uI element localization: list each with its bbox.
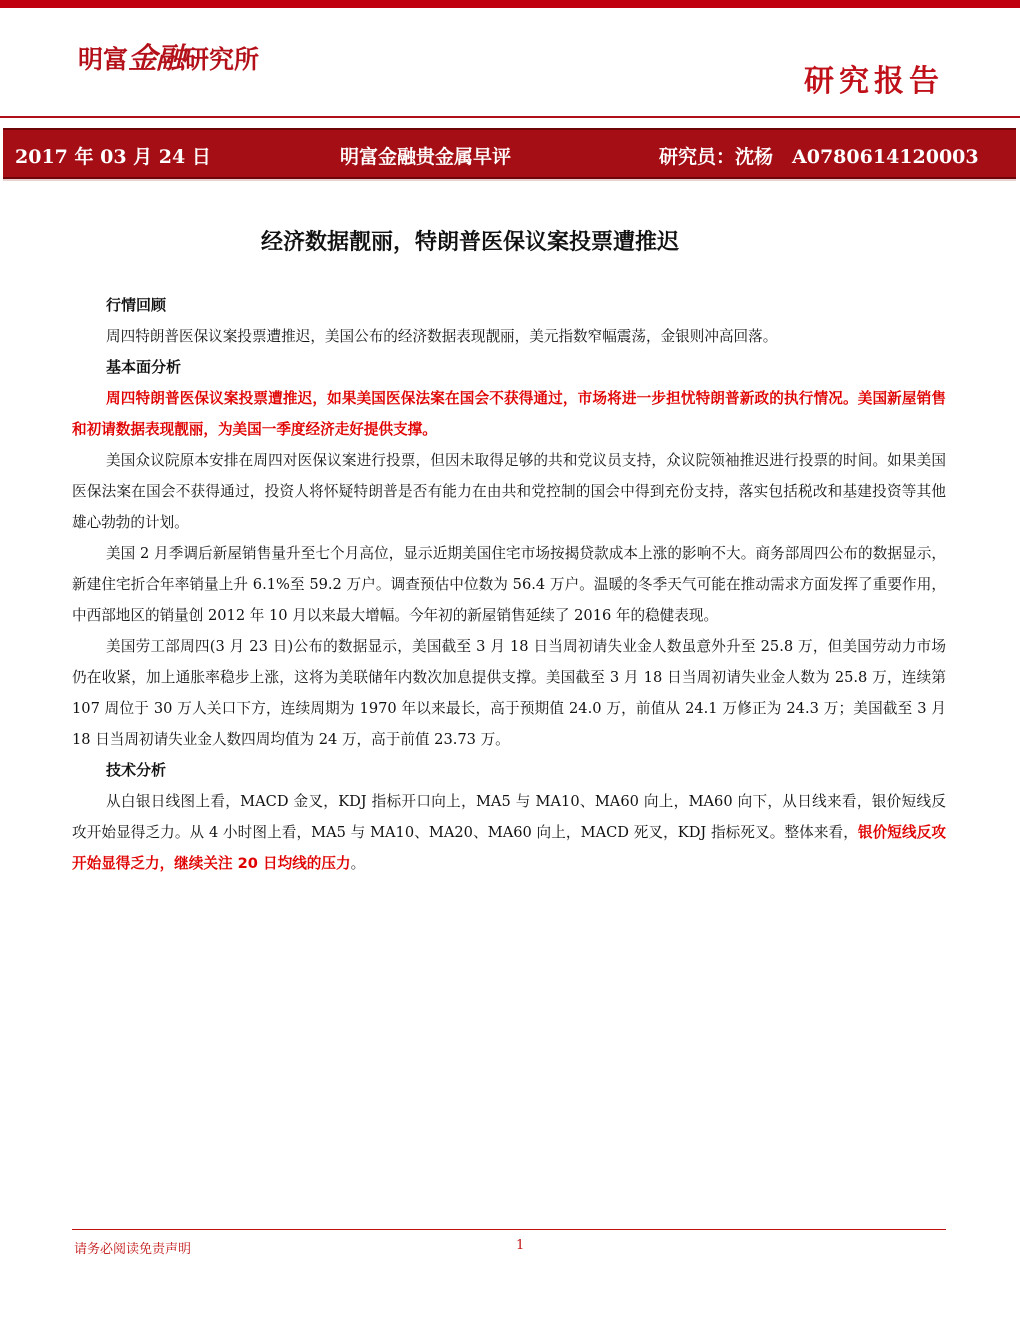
- page-number: 1: [516, 1238, 525, 1253]
- paragraph-fundamental-3: 美国劳工部周四(3 月 23 日)公布的数据显示，美国截至 3 月 18 日当周初请失业金人数虽意外升至 25.8 万，但美国劳动力市场仍在收紧，加上通胀率稳步上涨，这将为美联储年内数次加息提供支撑。美国截至 3 月 18 日当周初请失业金人数为 25.8 万，连续第 107 周位于 30 万人关口下方，连续周期为 1970 年以来最长，高于预期值 24.0 万，前值从 24.1 万修正为 24.3 万；美国截至 3 月 18 日当周初请失业金人数四周均值为 24 万，高于前值 23.73 万。: [72, 638, 946, 748]
- report-date: 2017 年 03 月 24 日: [15, 146, 211, 168]
- section-heading-market-review: 行情回顾: [106, 296, 167, 314]
- logo-text-part3: 研究所: [184, 45, 260, 74]
- paragraph-market-review: 周四特朗普医保议案投票遭推迟，美国公布的经济数据表现靓丽，美元指数窄幅震荡，金银则冲高回落。: [106, 328, 778, 345]
- document-type-label: 研究报告: [804, 64, 944, 99]
- paragraph-fundamental-1: 美国众议院原本安排在周四对医保议案进行投票，但因未取得足够的共和党议员支持，众议院领袖推迟进行投票的时间。如果美国医保法案在国会不获得通过，投资人将怀疑特朗普是否有能力在由共和党控制的国会中得到充份支持，落实包括税改和基建投资等其他雄心勃勃的计划。: [72, 452, 946, 531]
- disclaimer-link[interactable]: 请务必阅读免责声明: [74, 1242, 192, 1257]
- report-banner: [3, 128, 1016, 179]
- conclusion-highlight: 银价短线反攻开始显得乏力，继续关注 20 日均线的压力: [72, 824, 946, 872]
- paragraph-fundamental-highlight: 周四特朗普医保议案投票遭推迟，如果美国医保法案在国会不获得通过，市场将进一步担忧特朗普新政的执行情况。美国新屋销售和初请数据表现靓丽，为美国一季度经济走好提供支撑。: [72, 390, 946, 438]
- section-heading-fundamental: 基本面分析: [106, 358, 182, 376]
- paragraph-technical: [72, 786, 946, 879]
- article-title: 经济数据靓丽，特朗普医保议案投票遭推迟: [260, 230, 679, 255]
- paragraph-fundamental-2: 美国 2 月季调后新屋销售量升至七个月高位，显示近期美国住宅市场按揭贷款成本上涨的影响不大。商务部周四公布的数据显示，新建住宅折合年率销量上升 6.1%至 59.2 万户。调查预估中位数为 56.4 万户。温暖的冬季天气可能在推动需求方面发挥了重要作用，中西部地区的销量创 2012 年 10 月以来最大增幅。今年初的新屋销售延续了 2016 年的稳健表现。: [72, 545, 946, 624]
- conclusion-suffix: 。: [350, 855, 366, 872]
- section-heading-technical: 技术分析: [106, 761, 167, 779]
- company-logo: [78, 36, 259, 77]
- header-divider: [0, 116, 1020, 118]
- article-body: [72, 290, 946, 879]
- logo-text-part2: 金融: [128, 41, 185, 75]
- footer-divider: [72, 1229, 946, 1230]
- analyst-info: 研究员：沈杨 A0780614120003: [659, 146, 979, 168]
- report-series-title: 明富金融贵金属早评: [340, 146, 512, 168]
- technical-text: 从白银日线图上看，MACD 金叉，KDJ 指标开口向上，MA5 与 MA10、MA60 向上，MA60 向下，从日线来看，银价短线反攻开始显得乏力。从 4 小时图上看，MA5 与 MA10、MA20、MA60 向上，MACD 死叉，KDJ 指标死叉。: [72, 793, 946, 841]
- top-color-band: [0, 0, 1020, 8]
- logo-text-part1: 明富: [78, 45, 129, 74]
- conclusion-prefix: 整体来看，: [784, 824, 858, 841]
